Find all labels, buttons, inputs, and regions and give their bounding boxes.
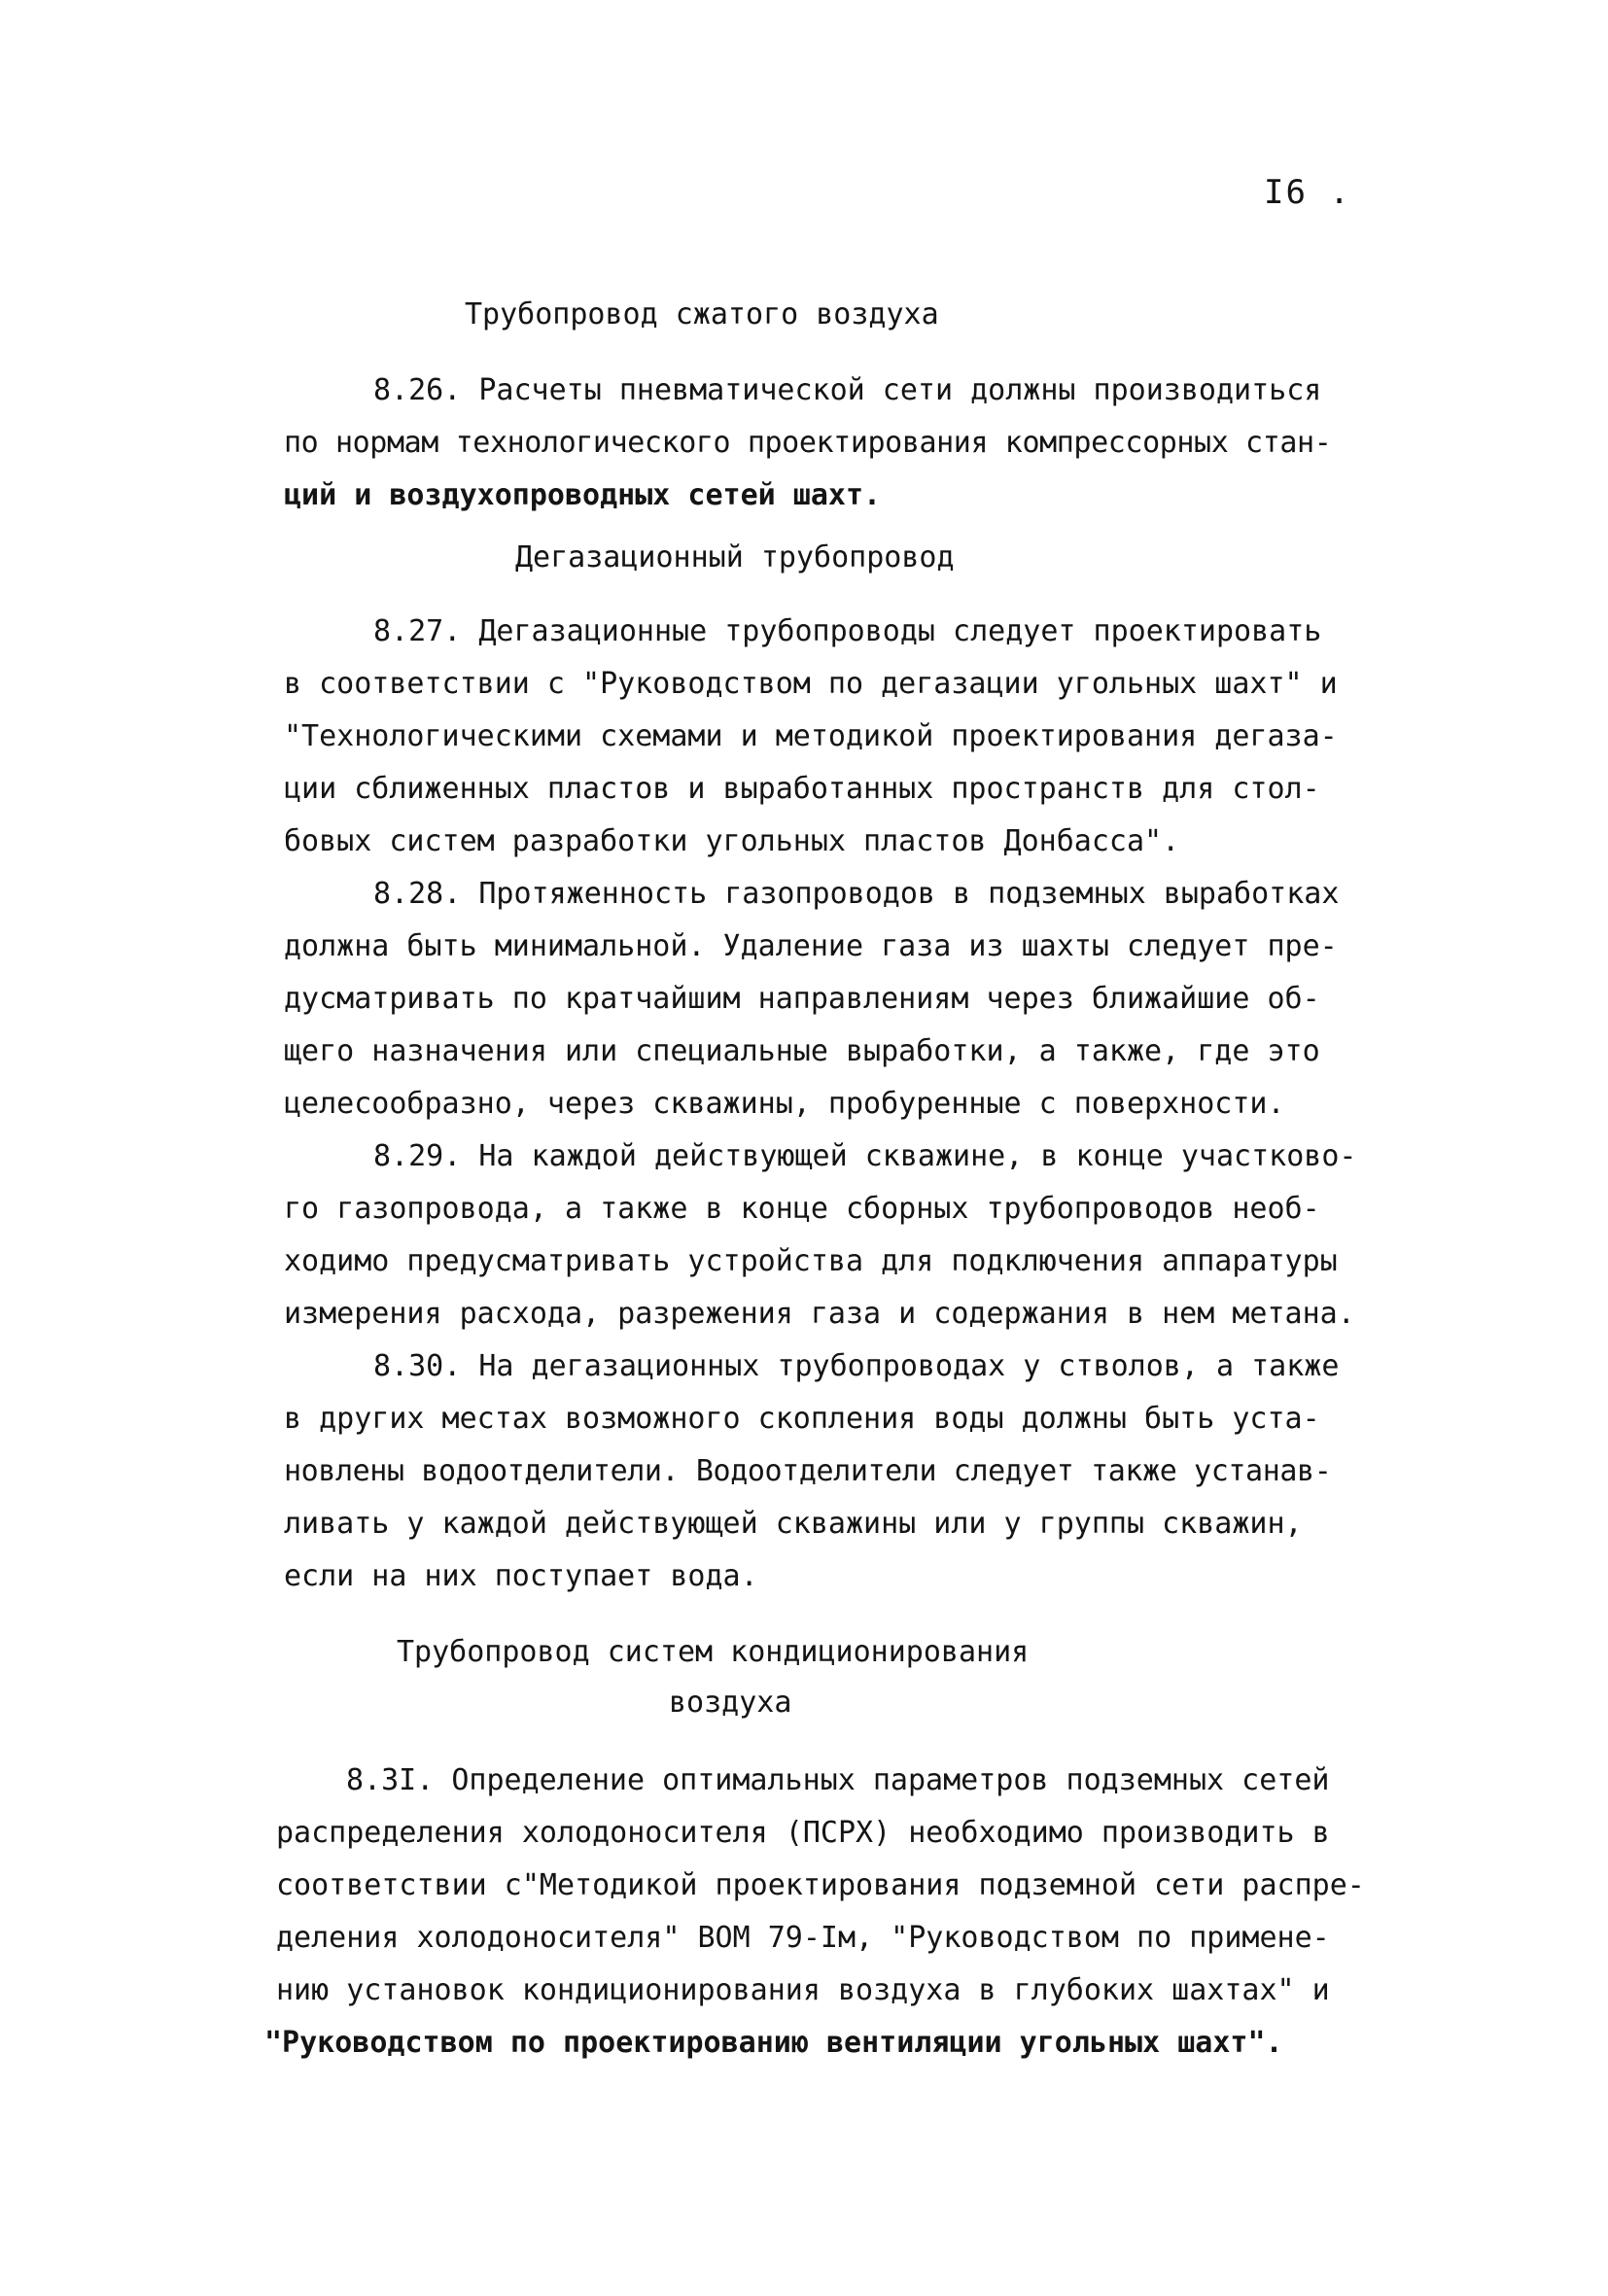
paragraph-line: распределения холодоносителя (ПСРХ) необходимо производить в <box>276 1816 1330 1850</box>
paragraph-line: "Технологическими схемами и методикой проектирования дегаза- <box>284 719 1338 753</box>
paragraph-line: нию установок кондиционирования воздуха в глубоких шахтах" и <box>276 1973 1330 2007</box>
heading-compressed-air: Трубопровод сжатого воздуха <box>465 297 939 331</box>
paragraph-line: должна быть минимальной. Удаление газа из шахты следует пре- <box>284 929 1338 963</box>
paragraph-line: деления холодоносителя" ВОМ 79-Iм, "Руководством по примене- <box>276 1921 1330 1955</box>
paragraph-line: ций и воздухопроводных сетей шахт. <box>284 478 882 512</box>
heading-degassing: Дегазационный трубопровод <box>515 540 955 574</box>
paragraph-line: 8.29. На каждой действующей скважине, в конце участково- <box>373 1139 1357 1173</box>
paragraph-line: щего назначения или специальные выработки, а также, где это <box>284 1034 1320 1068</box>
paragraph-line: по нормам технологического проектирования компрессорных стан- <box>284 426 1332 460</box>
paragraph-line: 8.28. Протяженность газопроводов в подземных выработках <box>373 877 1340 911</box>
page-number: I6 . <box>1264 173 1351 212</box>
paragraph-line: в других местах возможного скопления воды должны быть уста- <box>284 1402 1320 1436</box>
paragraph-line: новлены водоотделители. Водоотделители следует также устанав- <box>284 1454 1332 1488</box>
paragraph-line: дусматривать по кратчайшим направлениям через ближайшие об- <box>284 982 1320 1016</box>
paragraph-line: "Руководством по проектированию вентиляции угольных шахт". <box>264 2026 1283 2060</box>
heading-conditioning: Трубопровод систем кондиционирования <box>397 1635 1030 1669</box>
paragraph-line: 8.27. Дегазационные трубопроводы следует проектировать <box>373 614 1322 648</box>
paragraph-line: бовых систем разработки угольных пластов Донбасса". <box>284 824 1180 858</box>
paragraph-line: ливать у каждой действующей скважины или у группы скважин, <box>284 1507 1303 1541</box>
paragraph-line: 8.30. На дегазационных трубопроводах у стволов, а также <box>373 1349 1340 1383</box>
heading-conditioning-continued: воздуха <box>669 1686 792 1720</box>
paragraph-line: го газопровода, а также в конце сборных трубопроводов необ- <box>284 1192 1320 1226</box>
paragraph-line: измерения расхода, разрежения газа и содержания в нем метана. <box>284 1297 1355 1331</box>
paragraph-line: 8.3I. Определение оптимальных параметров подземных сетей <box>346 1763 1330 1797</box>
paragraph-line: соответствии с"Методикой проектирования подземной сети распре- <box>276 1868 1365 1902</box>
paragraph-line: 8.26. Расчеты пневматической сети должны производиться <box>373 373 1322 407</box>
paragraph-line: целесообразно, через скважины, пробуренные с поверхности. <box>284 1087 1285 1121</box>
paragraph-line: ции сближенных пластов и выработанных пространств для стол- <box>284 772 1320 806</box>
paragraph-line: в соответствии с "Руководством по дегазации угольных шахт" и <box>284 667 1338 701</box>
paragraph-line: если на них поступает вода. <box>284 1559 758 1593</box>
paragraph-line: ходимо предусматривать устройства для подключения аппаратуры <box>284 1244 1338 1278</box>
